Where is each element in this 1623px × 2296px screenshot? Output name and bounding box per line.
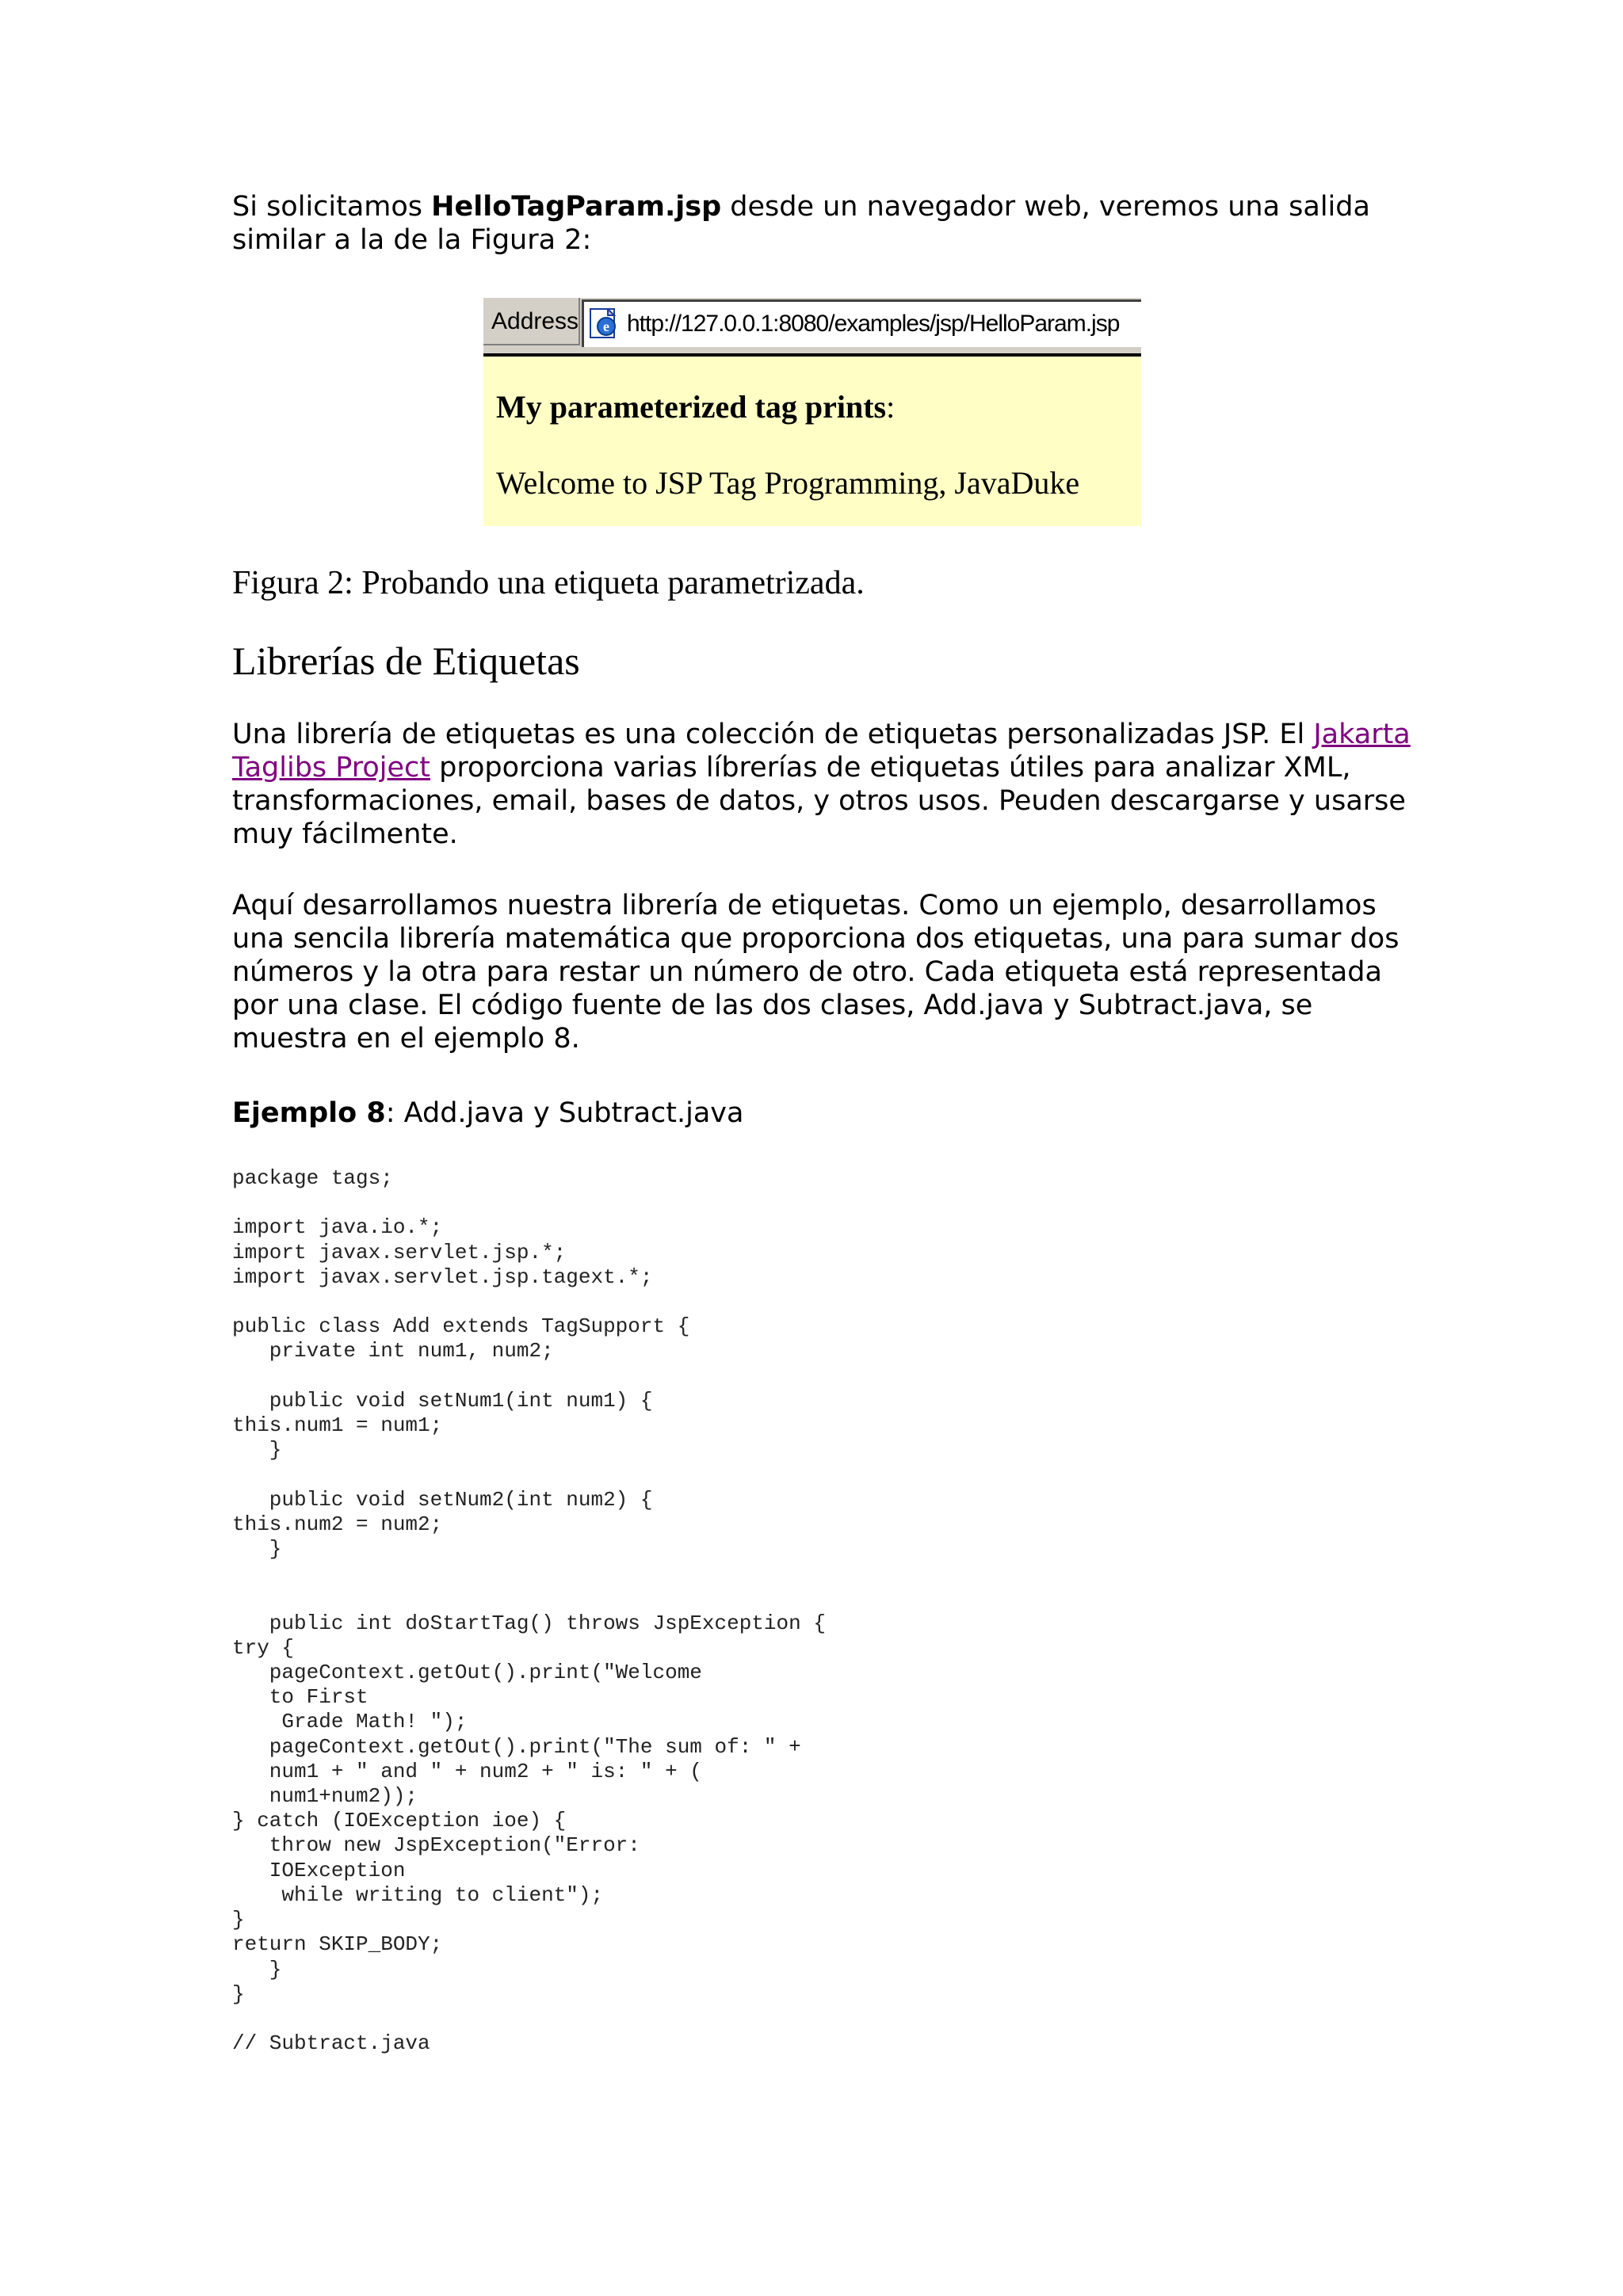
taglib-text-end: proporciona varias líbrerías de etiquetas útiles para analizar XML, transformaciones, email, bases de datos, y otros usos. Peuden descargarse y usarse muy fácilmente. <box>232 752 1406 850</box>
address-bar <box>483 298 1141 357</box>
taglib-text-start: Una librería de etiquetas es una colección de etiquetas personalizadas JSP. El <box>232 719 1314 750</box>
intro-text-start: Si solicitamos <box>232 191 432 223</box>
example-files: : Add.java y Subtract.java <box>385 1097 744 1129</box>
intro-filename: HelloTagParam.jsp <box>431 191 722 223</box>
browser-screenshot-figure <box>483 298 1141 526</box>
svg-text:e: e <box>603 318 609 334</box>
address-label: Address <box>483 298 580 345</box>
jakarta-taglibs-link[interactable]: Jakarta Taglibs Project <box>232 719 1411 784</box>
address-field <box>582 299 1141 347</box>
address-url: http://127.0.0.1:8080/examples/jsp/HelloParam.jsp <box>627 311 1120 337</box>
example-label: Ejemplo 8 <box>232 1097 386 1129</box>
intro-text-end: desde un navegador web, veremos una salida similar a la de la Figura 2: <box>232 191 1370 256</box>
ie-page-icon <box>589 307 621 339</box>
figure-welcome-line: Welcome to JSP Tag Programming, JavaDuke <box>496 465 1080 501</box>
example-title <box>232 1097 1421 1130</box>
section-heading: Librerías de Etiquetas <box>232 639 580 683</box>
browser-page-content <box>483 357 1141 526</box>
intro-paragraph <box>232 190 1421 257</box>
taglib-paragraph <box>232 718 1421 851</box>
figure-heading-bold: My parameterized tag prints <box>496 389 887 425</box>
figure-heading-colon: : <box>886 389 896 425</box>
code-listing: package tags; import java.io.*; import javax.servlet.jsp.*; import javax.servlet.jsp.tagext.*; public class Add extends TagSupport { private int num1, num2; public void setNum1(int num1) { this.num1 = num1; } public void setNum2(int num2) { this.num2 = num2; } public int doStartTag() throws JspException { try { pageContext.getOut().print("Welcome to First Grade Math! "); pageContext.getOut().print("The sum of: " + num1 + " and " + num2 + " is: " + ( num1+num2)); } catch (IOException ioe) { throw new JspException("Error: IOException while writing to client"); } return SKIP_BODY; } } // Subtract.java <box>232 1166 826 2056</box>
figure-caption: Figura 2: Probando una etiqueta parametrizada. <box>232 565 865 601</box>
math-library-paragraph: Aquí desarrollamos nuestra librería de etiquetas. Como un ejemplo, desarrollamos una sencila librería matemática que proporciona dos etiquetas, una para sumar dos números y la otra para restar un número de otro. Cada etiqueta está representada por una clase. El código fuente de las dos clases, Add.java y Subtract.java, se muestra en el ejemplo 8. <box>232 890 1400 1055</box>
figure-heading-line <box>496 388 895 426</box>
